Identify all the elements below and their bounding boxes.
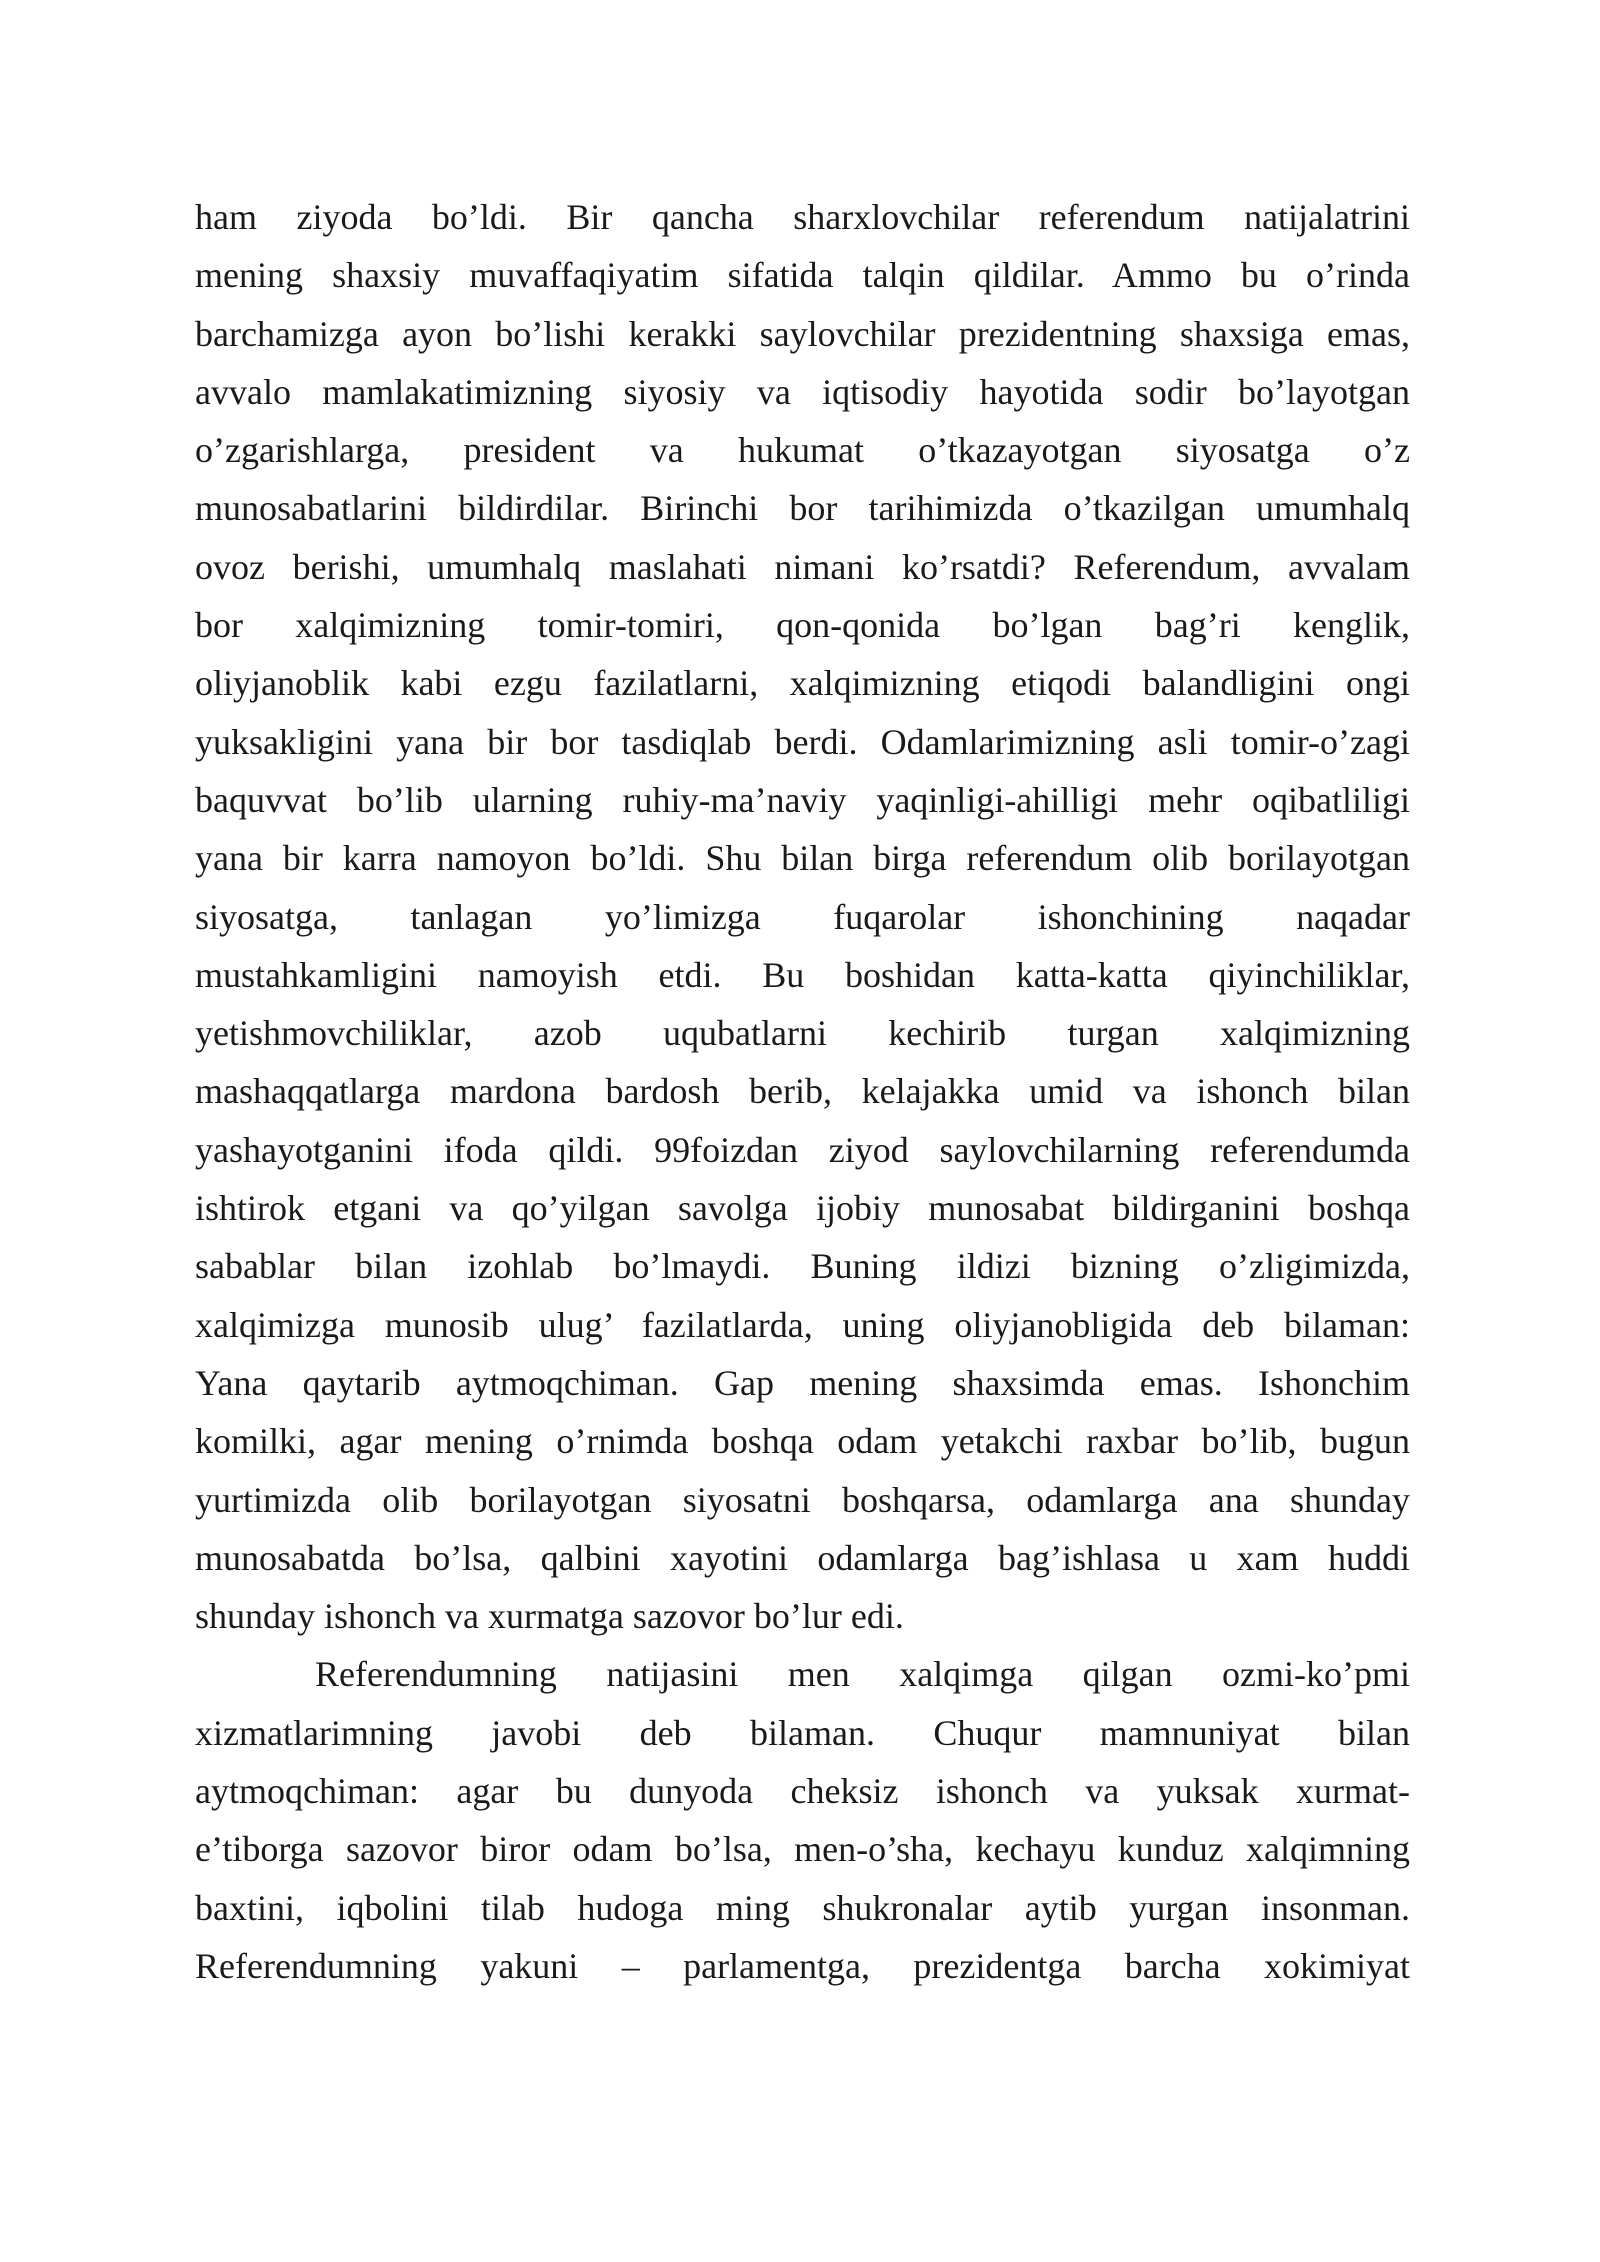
text-line: ham ziyoda bo’ldi. Bir qancha sharxlovchilar referendum natijalatrini bbox=[195, 197, 1410, 237]
text-line: yurtimizda olib borilayotgan siyosatni boshqarsa, odamlarga ana shunday bbox=[195, 1479, 1410, 1520]
text-line: Referendumning natijasini men xalqimga qilgan ozmi-ko’pmi bbox=[315, 1654, 1410, 1695]
text-line: e’tiborga sazovor biror odam bo’lsa, men-o’sha, kechayu kunduz xalqimning bbox=[195, 1829, 1410, 1870]
text-line: yana bir karra namoyon bo’ldi. Shu bilan birga referendum olib borilayotgan bbox=[195, 838, 1410, 879]
text-line: munosabatlarini bildirdilar. Birinchi bor tarihimizda o’tkazilgan umumhalq bbox=[195, 488, 1410, 529]
text-line: ovoz berishi, umumhalq maslahati nimani ko’rsatdi? Referendum, avvalam bbox=[195, 546, 1410, 587]
paragraph-1 bbox=[195, 188, 1410, 1645]
document-body bbox=[195, 188, 1410, 1995]
text-line: yuksakligini yana bir bor tasdiqlab berdi. Odamlarimizning asli tomir-o’zagi bbox=[195, 721, 1410, 762]
text-line: o’zgarishlarga, president va hukumat o’tkazayotgan siyosatga o’z bbox=[195, 430, 1410, 471]
text-line: yetishmovchiliklar, azob uqubatlarni kechirib turgan xalqimizning bbox=[195, 1013, 1410, 1054]
text-line: komilki, agar mening o’rnimda boshqa odam yetakchi raxbar bo’lib, bugun bbox=[195, 1421, 1410, 1462]
text-line: xizmatlarimning javobi deb bilaman. Chuqur mamnuniyat bilan bbox=[195, 1712, 1410, 1753]
text-line: xalqimizga munosib ulug’ fazilatlarda, uning oliyjanobligida deb bilaman: bbox=[195, 1304, 1410, 1345]
text-line: oliyjanoblik kabi ezgu fazilatlarni, xalqimizning etiqodi balandligini ongi bbox=[195, 663, 1410, 704]
text-line: yashayotganini ifoda qildi. 99foizdan ziyod saylovchilarning referendumda bbox=[195, 1129, 1410, 1170]
text-line: aytmoqchiman: agar bu dunyoda cheksiz ishonch va yuksak xurmat- bbox=[195, 1771, 1410, 1812]
text-line: Yana qaytarib aytmoqchiman. Gap mening shaxsimda emas. Ishonchim bbox=[195, 1362, 1410, 1403]
text-line: Referendumning yakuni – parlamentga, prezidentga barcha xokimiyat bbox=[195, 1945, 1410, 1986]
text-line: baxtini, iqbolini tilab hudoga ming shukronalar aytib yurgan insonman. bbox=[195, 1887, 1410, 1928]
text-line: munosabatda bo’lsa, qalbini xayotini odamlarga bag’ishlasa u xam huddi bbox=[195, 1537, 1410, 1578]
text-line: shunday ishonch va xurmatga sazovor bo’lur edi. bbox=[195, 1596, 904, 1637]
text-line: ishtirok etgani va qo’yilgan savolga ijobiy munosabat bildirganini boshqa bbox=[195, 1188, 1410, 1229]
text-line: mustahkamligini namoyish etdi. Bu boshidan katta-katta qiyinchiliklar, bbox=[195, 954, 1410, 995]
text-line: mening shaxsiy muvaffaqiyatim sifatida talqin qildilar. Ammo bu o’rinda bbox=[195, 255, 1410, 296]
text-line: siyosatga, tanlagan yo’limizga fuqarolar ishonchining naqadar bbox=[195, 896, 1410, 937]
text-line: avvalo mamlakatimizning siyosiy va iqtisodiy hayotida sodir bo’layotgan bbox=[195, 371, 1410, 412]
text-line: bor xalqimizning tomir-tomiri, qon-qonida bo’lgan bag’ri kenglik, bbox=[195, 605, 1410, 646]
paragraph-2 bbox=[195, 1645, 1410, 1995]
text-line: mashaqqatlarga mardona bardosh berib, kelajakka umid va ishonch bilan bbox=[195, 1071, 1410, 1112]
text-line: baquvvat bo’lib ularning ruhiy-ma’naviy yaqinligi-ahilligi mehr oqibatliligi bbox=[195, 779, 1410, 820]
text-line: sabablar bilan izohlab bo’lmaydi. Buning ildizi bizning o’zligimizda, bbox=[195, 1246, 1410, 1287]
text-line: barchamizga ayon bo’lishi kerakki saylovchilar prezidentning shaxsiga emas, bbox=[195, 313, 1410, 354]
